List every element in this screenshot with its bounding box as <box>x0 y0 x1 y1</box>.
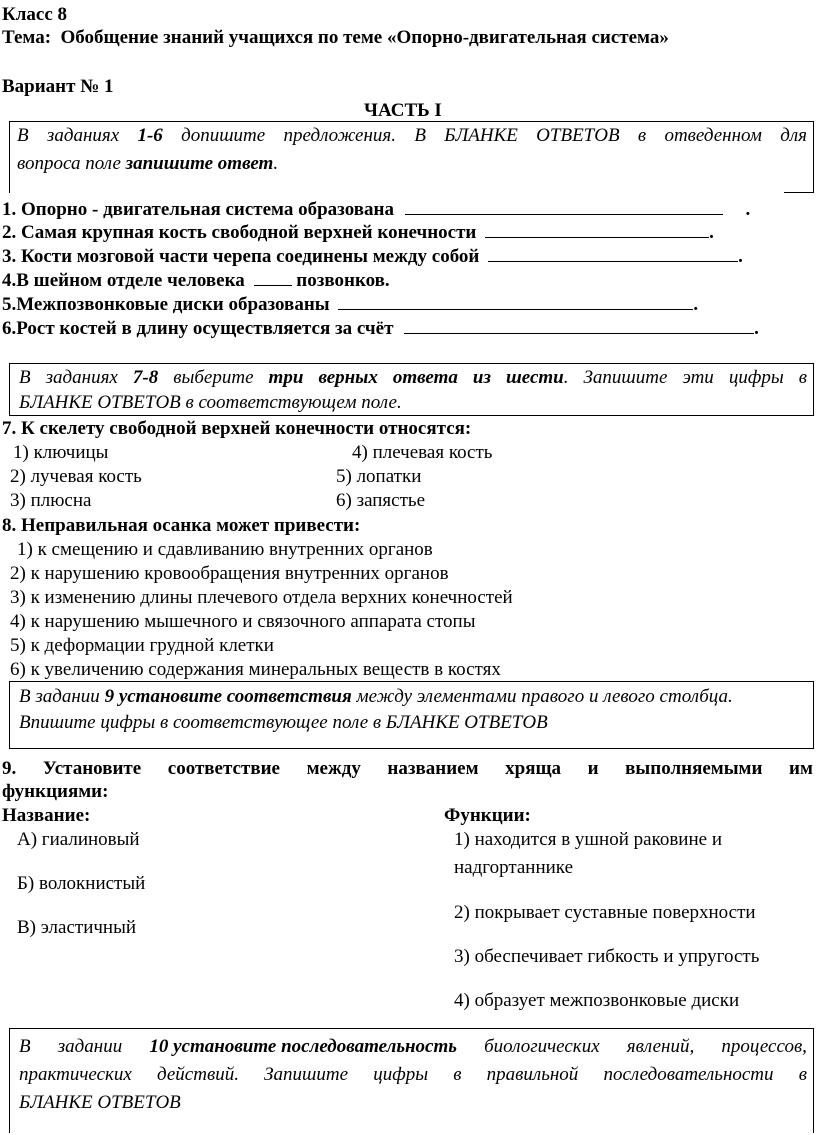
instruction-2-line-1: В заданиях 7-8 выберите три верных ответа из шести. Запишите эти цифры в <box>19 364 807 392</box>
word: между <box>306 758 361 779</box>
q9-right-item-1: 1) находится в ушной раковине и <box>454 829 722 850</box>
word: в <box>637 125 647 146</box>
word: в <box>798 367 807 388</box>
q9-left-item-c: В) эластичный <box>17 917 137 938</box>
word: Запишите <box>264 1064 349 1085</box>
q7-option-6[interactable]: 6) запястье <box>336 490 426 511</box>
topic-label: Тема: <box>2 27 52 48</box>
instruction-1-line-1 <box>17 122 807 150</box>
topic-text: Обобщение знаний учащихся по теме «Опорно-двигательная система» <box>60 27 669 48</box>
question-6 <box>2 318 759 340</box>
part-title: ЧАСТЬ I <box>364 100 442 121</box>
q8-option-3[interactable]: 3) к изменению длины плечевого отдела верхних конечностей <box>10 587 513 608</box>
word: выполняемыми <box>625 758 763 779</box>
answer-blank[interactable] <box>254 271 292 286</box>
question-9-title-line-1 <box>2 758 813 780</box>
word: цифры <box>728 367 784 388</box>
question-text: 5.Межпозвонковые диски образованы <box>2 294 330 315</box>
word: допишите <box>181 125 266 146</box>
answer-blank[interactable] <box>485 223 709 238</box>
period: . <box>693 294 699 315</box>
question-5 <box>2 294 698 316</box>
word: выберите <box>173 367 254 388</box>
word: в <box>453 1064 462 1085</box>
question-4 <box>2 270 390 292</box>
task-range: 1-6 <box>137 125 163 146</box>
answer-blank[interactable] <box>404 319 754 334</box>
topic-line <box>2 27 669 49</box>
question-9-title-line-2: функциями: <box>2 781 109 802</box>
question-1 <box>2 199 750 221</box>
q9-right-item-1-cont: надгортаннике <box>454 857 574 878</box>
word: эти <box>682 367 714 388</box>
instruction-2-line-2: БЛАНКЕ ОТВЕТОВ в соответствующем поле. <box>19 392 402 413</box>
answer-blank[interactable] <box>488 247 738 262</box>
question-7-title: 7. К скелету свободной верхней конечности относятся: <box>2 418 472 439</box>
question-text: 2. Самая крупная кость свободной верхней конечности <box>2 222 477 243</box>
instruction-4-line-2 <box>19 1061 807 1089</box>
word: практических <box>19 1064 132 1085</box>
q7-option-2[interactable]: 2) лучевая кость <box>10 466 142 487</box>
word: три <box>268 367 304 388</box>
q8-option-4[interactable]: 4) к нарушению мышечного и связочного аппарата стопы <box>10 611 476 632</box>
q9-right-item-2: 2) покрывает суставные поверхности <box>454 902 756 923</box>
word: Установите <box>42 758 142 779</box>
q9-right-item-3: 3) обеспечивает гибкость и упругость <box>454 946 760 967</box>
word: В <box>19 1036 31 1057</box>
q9-left-item-a: А) гиалиновый <box>17 829 140 850</box>
word: явлений, <box>626 1036 695 1057</box>
q8-option-6[interactable]: 6) к увеличению содержания минеральных веществ в костях <box>10 659 501 680</box>
instruction-4-line-1 <box>19 1033 807 1061</box>
word: отведенном <box>664 125 762 146</box>
instruction-bold: 10 установите последовательность <box>149 1036 457 1057</box>
word: верных <box>318 367 378 388</box>
word: В <box>414 125 426 146</box>
word: из <box>472 367 491 388</box>
question-text: 3. Кости мозговой части черепа соединены между собой <box>2 246 480 267</box>
q7-option-3[interactable]: 3) плюсна <box>10 490 92 511</box>
instruction-text: . <box>273 153 279 174</box>
instruction-3-line-1 <box>19 683 733 711</box>
word: В <box>19 367 31 388</box>
q9-right-item-4: 4) образует межпозвонковые диски <box>454 990 740 1011</box>
word: 9. <box>2 758 17 779</box>
q9-right-header: Функции: <box>444 805 531 826</box>
question-2 <box>2 222 714 244</box>
question-3 <box>2 246 743 268</box>
word: заданиях <box>46 125 120 146</box>
q8-option-1[interactable]: 1) к смещению и сдавливанию внутренних органов <box>17 539 433 560</box>
word: В <box>17 125 29 146</box>
word: предложения. <box>283 125 396 146</box>
word: им <box>789 758 813 779</box>
period: . <box>738 246 743 267</box>
word: для <box>780 125 807 146</box>
q7-option-4[interactable]: 4) плечевая кость <box>352 442 493 463</box>
period: . <box>745 199 751 220</box>
word: соответствие <box>167 758 280 779</box>
answer-blank[interactable] <box>338 295 693 310</box>
word: заданиях <box>45 367 118 388</box>
instruction-text: В задании <box>19 686 105 707</box>
word: ОТВЕТОВ <box>536 125 620 146</box>
word: хряща <box>505 758 562 779</box>
word: цифры <box>373 1064 429 1085</box>
word: Запишите <box>583 367 668 388</box>
instruction-3-line-2: Впишите цифры в соответствующее поле в БЛАНКЕ ОТВЕТОВ <box>19 712 548 733</box>
q8-option-5[interactable]: 5) к деформации грудной клетки <box>10 635 274 656</box>
question-8-title: 8. Неправильная осанка может привести: <box>2 515 361 536</box>
word: процессов, <box>721 1036 807 1057</box>
word: названием <box>387 758 479 779</box>
word: правильной <box>486 1064 579 1085</box>
instruction-bold: 9 установите соответствия <box>104 686 352 707</box>
period: . <box>709 222 714 243</box>
word: ответа <box>392 367 458 388</box>
word: в <box>798 1064 807 1085</box>
question-text: позвонков. <box>296 270 390 291</box>
instruction-4-line-3: БЛАНКЕ ОТВЕТОВ <box>19 1092 181 1113</box>
question-text: 1. Опорно - двигательная система образована <box>2 199 394 220</box>
q9-left-header: Название: <box>2 805 91 826</box>
instruction-text: между элементами правого и левого столбца. <box>351 686 733 707</box>
variant-label: Вариант № 1 <box>2 76 114 97</box>
question-text: 6.Рост костей в длину осуществляется за счёт <box>2 318 394 339</box>
grade-label: Класс 8 <box>2 4 68 25</box>
task-range: 7-8 <box>132 367 159 388</box>
instruction-text: вопроса поле <box>17 153 126 174</box>
instruction-bold: запишите ответ <box>125 153 274 174</box>
word: и <box>587 758 599 779</box>
word: БЛАНКЕ <box>444 125 518 146</box>
q9-left-item-b: Б) волокнистый <box>17 873 146 894</box>
word: задании <box>57 1036 123 1057</box>
word: действий. <box>157 1064 239 1085</box>
instruction-1-line-2 <box>17 150 278 178</box>
q7-option-1[interactable]: 1) ключицы <box>13 442 109 463</box>
box-1-bottom-tick <box>784 192 814 193</box>
word: биологических <box>484 1036 600 1057</box>
period: . <box>754 318 759 339</box>
word: шести <box>505 367 564 388</box>
answer-blank[interactable] <box>405 200 723 215</box>
q8-option-2[interactable]: 2) к нарушению кровообращения внутренних органов <box>10 563 449 584</box>
question-text: 4.В шейном отделе человека <box>2 270 245 291</box>
q7-option-5[interactable]: 5) лопатки <box>336 466 422 487</box>
word: последовательности <box>603 1064 774 1085</box>
